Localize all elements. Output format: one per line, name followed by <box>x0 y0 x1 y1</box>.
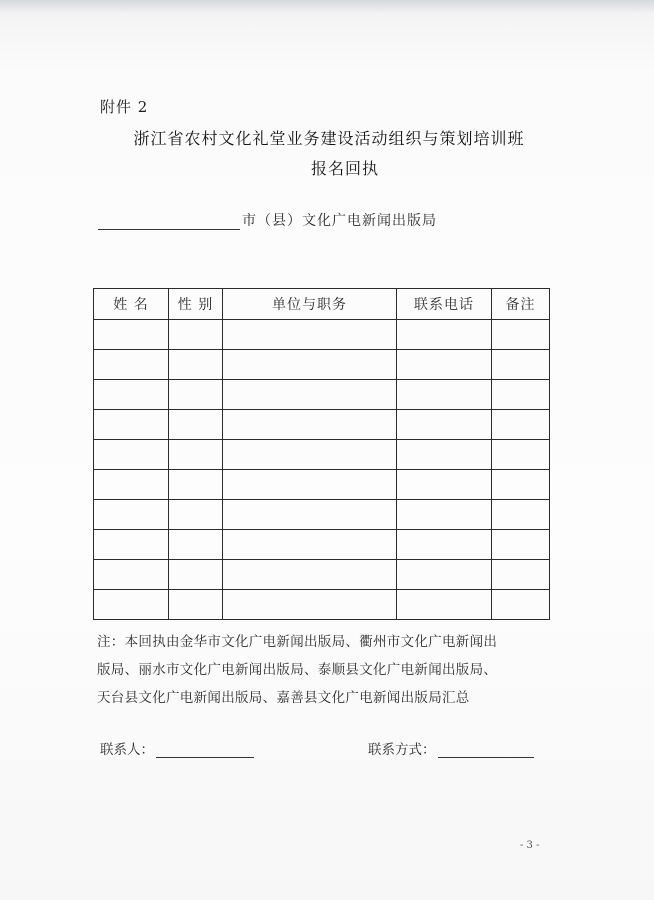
table-row <box>94 440 550 470</box>
table-cell[interactable] <box>169 320 223 350</box>
table-cell[interactable] <box>94 320 169 350</box>
table-cell[interactable] <box>492 410 550 440</box>
table-cell[interactable] <box>94 590 169 620</box>
table-cell[interactable] <box>223 440 397 470</box>
table-cell[interactable] <box>169 590 223 620</box>
registration-table <box>93 288 550 620</box>
table-cell[interactable] <box>94 440 169 470</box>
table-row <box>94 350 550 380</box>
table-cell[interactable] <box>223 500 397 530</box>
addressee-line <box>98 210 437 230</box>
note-paragraph <box>97 628 557 712</box>
table-cell[interactable] <box>492 380 550 410</box>
table-body <box>94 320 550 620</box>
table-cell[interactable] <box>397 530 492 560</box>
table-cell[interactable] <box>492 590 550 620</box>
page-number: - 3 - <box>520 840 540 851</box>
table-cell[interactable] <box>169 470 223 500</box>
table-header-row <box>94 289 550 320</box>
table-cell[interactable] <box>94 410 169 440</box>
table-cell[interactable] <box>223 470 397 500</box>
table-cell[interactable] <box>169 380 223 410</box>
contact-method-field <box>368 738 536 758</box>
table-row <box>94 320 550 350</box>
document-subtitle: 报名回执 <box>310 159 379 178</box>
table-cell[interactable] <box>94 470 169 500</box>
table-row <box>94 380 550 410</box>
table-cell[interactable] <box>397 380 492 410</box>
table-row <box>94 530 550 560</box>
header-phone: 联系电话 <box>397 289 492 320</box>
table-cell[interactable] <box>223 560 397 590</box>
table-cell[interactable] <box>94 380 169 410</box>
table-row <box>94 470 550 500</box>
addressee-blank <box>98 213 240 230</box>
table-cell[interactable] <box>169 410 223 440</box>
table-cell[interactable] <box>169 530 223 560</box>
contact-person-field <box>100 738 256 758</box>
scan-edge-shadow <box>0 0 654 14</box>
table-cell[interactable] <box>492 470 550 500</box>
table-cell[interactable] <box>223 410 397 440</box>
table-row <box>94 410 550 440</box>
table-cell[interactable] <box>492 500 550 530</box>
table-cell[interactable] <box>94 530 169 560</box>
table-cell[interactable] <box>492 560 550 590</box>
table-cell[interactable] <box>169 500 223 530</box>
table-cell[interactable] <box>94 350 169 380</box>
header-name: 姓 名 <box>94 289 169 320</box>
note-line: 注：本回执由金华市文化广电新闻出版局、衢州市文化广电新闻出 <box>97 634 498 650</box>
table-cell[interactable] <box>397 410 492 440</box>
table-cell[interactable] <box>492 530 550 560</box>
addressee-suffix: 市（县）文化广电新闻出版局 <box>242 213 437 229</box>
table-cell[interactable] <box>169 350 223 380</box>
table-cell[interactable] <box>397 440 492 470</box>
table-cell[interactable] <box>492 350 550 380</box>
table-cell[interactable] <box>397 560 492 590</box>
table-cell[interactable] <box>169 440 223 470</box>
document-title: 浙江省农村文化礼堂业务建设活动组织与策划培训班 <box>133 129 525 148</box>
table-cell[interactable] <box>397 500 492 530</box>
table-row <box>94 590 550 620</box>
note-line: 版局、丽水市文化广电新闻出版局、泰顺县文化广电新闻出版局、 <box>97 662 498 678</box>
contact-person-label: 联系人： <box>100 742 154 758</box>
table-cell[interactable] <box>223 320 397 350</box>
header-remarks: 备注 <box>492 289 550 320</box>
table-cell[interactable] <box>397 350 492 380</box>
table-cell[interactable] <box>169 560 223 590</box>
table-cell[interactable] <box>492 320 550 350</box>
header-unit-position: 单位与职务 <box>223 289 397 320</box>
table-cell[interactable] <box>223 350 397 380</box>
table-cell[interactable] <box>397 470 492 500</box>
contact-method-label: 联系方式： <box>368 742 436 758</box>
note-line: 天台县文化广电新闻出版局、嘉善县文化广电新闻出版局汇总 <box>97 690 470 706</box>
table-cell[interactable] <box>397 320 492 350</box>
table-cell[interactable] <box>492 440 550 470</box>
table-cell[interactable] <box>223 590 397 620</box>
table-cell[interactable] <box>94 560 169 590</box>
table-cell[interactable] <box>94 500 169 530</box>
table-row <box>94 500 550 530</box>
header-gender: 性 别 <box>169 289 223 320</box>
table-cell[interactable] <box>397 590 492 620</box>
attachment-label: 附件 2 <box>100 98 149 116</box>
contact-person-blank[interactable] <box>156 741 254 758</box>
contact-method-blank[interactable] <box>438 741 534 758</box>
table-cell[interactable] <box>223 380 397 410</box>
table-row <box>94 560 550 590</box>
table-cell[interactable] <box>223 530 397 560</box>
